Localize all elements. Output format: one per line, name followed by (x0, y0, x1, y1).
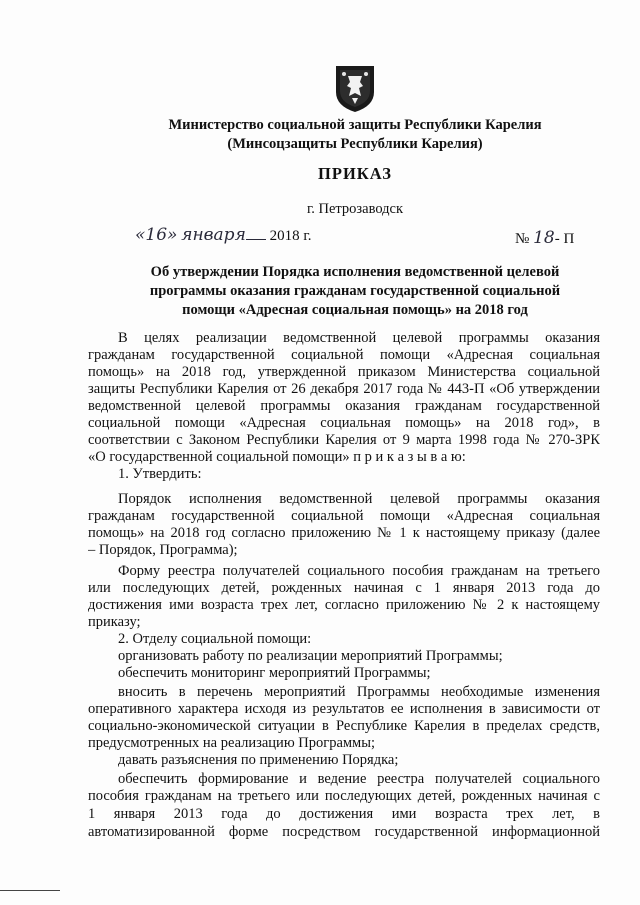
body-line: Порядок исполнения ведомственной целевой программы оказания (118, 491, 600, 507)
body-line: ведомственной целевой программы оказания гражданам государственной (88, 398, 600, 414)
date-year: 2018 г. (269, 228, 312, 244)
number-suffix: - П (554, 231, 575, 247)
body-line: вносить в перечень мероприятий Программы необходимые изменения (118, 684, 600, 700)
body-line: В целях реализации ведомственной целевой программы оказания (118, 330, 600, 346)
body-line: или последующих детей, рожденных начиная с 1 января 2013 года до (88, 580, 600, 596)
order-title: ПРИКАЗ (318, 164, 392, 183)
body-line: автоматизированной форме посредством государственной информационной (88, 824, 600, 840)
body-line: социально-экономической ситуации в Республике Карелия в пределах средств, (88, 718, 600, 734)
ministry-short-name: (Минсоцзащиты Республики Карелия) (227, 136, 483, 152)
body-line: достижения ими возраста трех лет, согласно приложению № 2 к настоящему (88, 597, 600, 613)
date-underline (246, 239, 266, 240)
body-line: помощь» на 2018 год согласно приложению № 1 к настоящему приказу (далее (88, 525, 600, 541)
subject-line-3: помощи «Адресная социальная помощь» на 2018 год (182, 302, 528, 318)
body-line: предусмотренных на реализацию Программы; (88, 735, 375, 751)
body-line: гражданам государственной социальной помощи «Адресная социальная (88, 508, 600, 524)
body-line: 1 января 2013 года до достижения ими возраста трех лет, в (88, 806, 600, 822)
body-line: организовать работу по реализации мероприятий Программы; (118, 648, 503, 664)
date-close-quote: » (167, 225, 178, 245)
body-line: пособия гражданам на третьего или последующих детей, рожденных начиная с (88, 788, 600, 804)
body-line: 1. Утвердить: (118, 466, 202, 482)
body-line: оперативного характера исходя из результатов ее исполнения в зависимости от (88, 701, 600, 717)
subject-line-2: программы оказания гражданам государственной социальной (149, 283, 561, 299)
body-line: гражданам государственной социальной помощи «Адресная социальная (88, 347, 600, 363)
number-prefix: № (515, 231, 530, 247)
body-line: обеспечить мониторинг мероприятий Программы; (118, 665, 431, 681)
body-line: социальной помощи «Адресная социальная помощь» на 2018 год», в (88, 415, 600, 431)
date-open-quote: « (135, 225, 146, 245)
order-number (515, 228, 574, 248)
body-line: помощь» на 2018 год, утвержденной приказом Министерства социальной (88, 364, 600, 380)
body-line: защиты Республики Карелия от 26 декабря 2017 года № 443-П «Об утверждении (88, 381, 600, 397)
city-name: г. Петрозаводск (306, 201, 404, 217)
subject-line-1: Об утверждении Порядка исполнения ведомственной целевой (150, 264, 560, 280)
date-day: 16 (145, 225, 168, 245)
order-date (135, 225, 312, 245)
body-line: обеспечить формирование и ведение реестра получателей социального (118, 771, 600, 787)
number-value: 18 (533, 228, 555, 248)
body-line: 2. Отделу социальной помощи: (118, 631, 312, 647)
body-line: Форму реестра получателей социального пособия гражданам на третьего (118, 563, 600, 579)
karelia-coat-of-arms-icon (332, 62, 378, 114)
date-month: января (181, 225, 246, 245)
body-line: – Порядок, Программа); (88, 542, 238, 558)
body-line: «О государственной социальной помощи» п р и к а з ы в а ю: (88, 449, 466, 465)
body-line: давать разъяснения по применению Порядка; (118, 752, 399, 768)
ministry-name: Министерство социальной защиты Республики Карелия (168, 117, 542, 133)
scan-edge-rule (0, 890, 60, 891)
body-line: приказу; (88, 614, 141, 630)
body-line: соответствии с Законом Республики Карелия от 9 марта 1998 года № 270-ЗРК (88, 432, 600, 448)
